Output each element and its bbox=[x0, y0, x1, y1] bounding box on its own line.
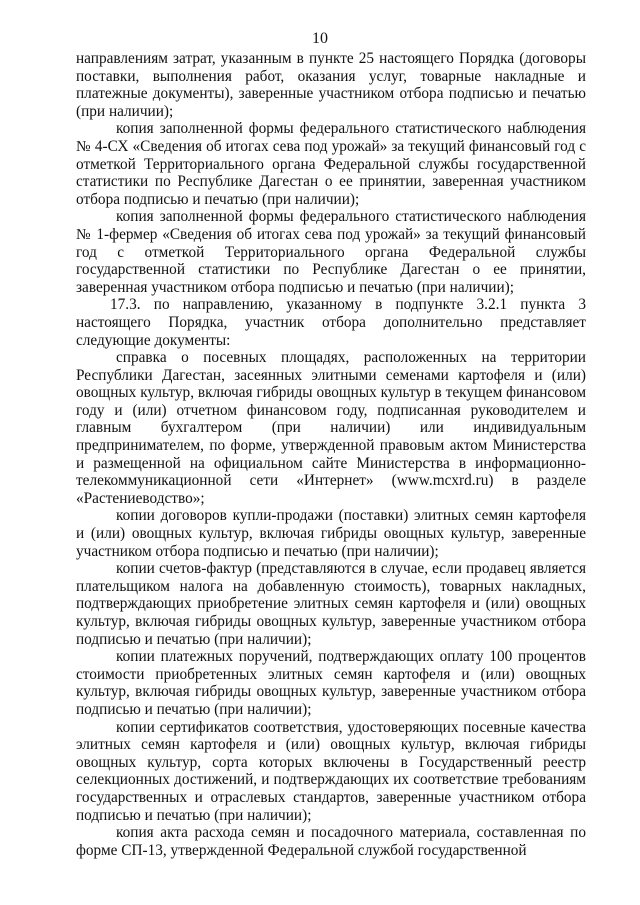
paragraph-purchase-contracts: копии договоров купли-продажи (поставки) элитных семян картофеля и (или) овощных культур, включая гибриды овощных культур, заверенные участником отбора подписью и печатью (при наличии); bbox=[76, 507, 586, 560]
paragraph-form-1-fermer: копия заполненной формы федерального статистического наблюдения № 1-фермер «Сведения об итогах сева под урожай» за текущий финансовый год с отметкой Территориального органа Федеральной службы государственной статистики по Республике Дагестан о ее принятии, заверенная участником отбора подписью и печатью (при наличии); bbox=[76, 208, 586, 296]
paragraph-form-4-sx: копия заполненной формы федерального статистического наблюдения № 4-СХ «Сведения об итогах сева под урожай» за текущий финансовый год с отметкой Территориального органа Федеральной службы государственной статистики по Республике Дагестан о ее принятии, заверенная участником отбора подписью и печатью (при наличии); bbox=[76, 120, 586, 208]
paragraph-seed-act: копия акта расхода семян и посадочного материала, составленная по форме СП-13, утвержденной Федеральной службой государственной bbox=[76, 824, 586, 859]
paragraph-continuation: направлениям затрат, указанным в пункте 25 настоящего Порядка (договоры поставки, выполнения работ, оказания услуг, товарные накладные и платежные документы), заверенные участником отбора подписью и печатью (при наличии); bbox=[76, 50, 586, 120]
document-body bbox=[76, 50, 586, 859]
paragraph-subsection-17-3: 17.3. по направлению, указанному в подпункте 3.2.1 пункта 3 настоящего Порядка, участник отбора дополнительно представляет следующие документы: bbox=[76, 296, 586, 349]
paragraph-certificates: копии сертификатов соответствия, удостоверяющих посевные качества элитных семян картофеля и (или) овощных культур, включая гибриды овощных культур, сорта которых включены в Государственный реестр селекционных достижений, и подтверждающих их соответствие требованиям государственных и отраслевых стандартов, заверенные участником отбора подписью и печатью (при наличии); bbox=[76, 718, 586, 824]
paragraph-sown-area-certificate: справка о посевных площадях, расположенных на территории Республики Дагестан, засеянных элитными семенами картофеля и (или) овощных культур, включая гибриды овощных культур в текущем финансовом году и (или) отчетном финансовом году, подписанная руководителем и главным бухгалтером (при наличии) или индивидуальным предпринимателем, по форме, утвержденной правовым актом Министерства и размещенной на официальном сайте Министерства в информационно-телекоммуникационной сети «Интернет» (www.mcxrd.ru) в разделе «Растениеводство»; bbox=[76, 349, 586, 507]
paragraph-payment-orders: копии платежных поручений, подтверждающих оплату 100 процентов стоимости приобретенных элитных семян картофеля и (или) овощных культур, включая гибриды овощных культур, заверенные участником отбора подписью и печатью (при наличии); bbox=[76, 648, 586, 718]
page-number: 10 bbox=[312, 30, 328, 47]
paragraph-invoices: копии счетов-фактур (представляются в случае, если продавец является плательщиком налога на добавленную стоимость), товарных накладных, подтверждающих приобретение элитных семян картофеля и (или) овощных культур, включая гибриды овощных культур, заверенные участником отбора подписью и печатью (при наличии); bbox=[76, 560, 586, 648]
